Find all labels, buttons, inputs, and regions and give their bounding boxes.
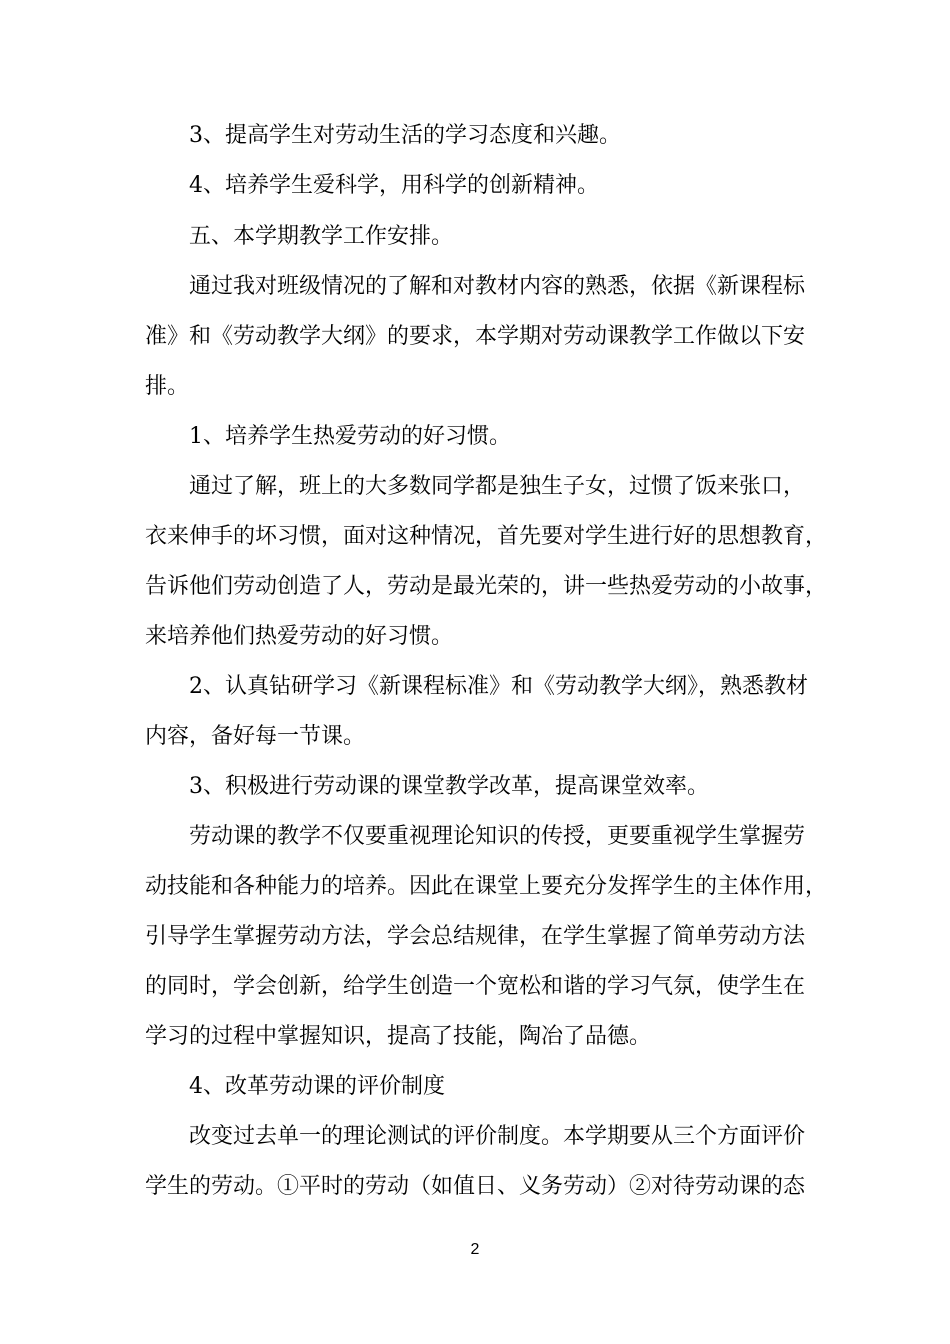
paragraph-line: 2、认真钻研学习《新课程标准》和《劳动教学大纲》，熟悉教材 [189, 674, 808, 699]
section-heading: 五、本学期教学工作安排。 [189, 224, 454, 249]
paragraph-line: 引导学生掌握劳动方法，学会总结规律，在学生掌握了简单劳动方法 [145, 924, 806, 949]
paragraph-line: 准》和《劳动教学大纲》的要求，本学期对劳动课教学工作做以下安 [145, 324, 806, 349]
paragraph-line: 学生的劳动。①平时的劳动（如值日、义务劳动）②对待劳动课的态 [145, 1174, 806, 1199]
paragraph-line: 1、培养学生热爱劳动的好习惯。 [189, 424, 511, 449]
paragraph-line: 动技能和各种能力的培养。因此在课堂上要充分发挥学生的主体作用， [145, 874, 828, 899]
page-number: 2 [470, 1241, 480, 1258]
paragraph-line: 通过我对班级情况的了解和对教材内容的熟悉，依据《新课程标 [189, 274, 806, 299]
paragraph-line: 衣来伸手的坏习惯，面对这种情况，首先要对学生进行好的思想教育， [145, 524, 828, 549]
paragraph-line: 3、提高学生对劳动生活的学习态度和兴趣。 [189, 123, 621, 148]
paragraph-line: 内容，备好每一节课。 [145, 724, 366, 749]
paragraph-line: 4、改革劳动课的评价制度 [189, 1074, 445, 1099]
paragraph-line: 排。 [145, 374, 190, 399]
paragraph-line: 来培养他们热爱劳动的好习惯。 [145, 624, 454, 649]
paragraph-line: 改变过去单一的理论测试的评价制度。本学期要从三个方面评价 [189, 1124, 806, 1149]
paragraph-line: 劳动课的教学不仅要重视理论知识的传授，更要重视学生掌握劳 [189, 824, 806, 849]
paragraph-line: 通过了解，班上的大多数同学都是独生子女，过惯了饭来张口， [189, 474, 806, 499]
paragraph-line: 4、培养学生爱科学，用科学的创新精神。 [189, 173, 599, 198]
paragraph-line: 的同时，学会创新，给学生创造一个宽松和谐的学习气氛，使学生在 [145, 974, 806, 999]
paragraph-line: 3、积极进行劳动课的课堂教学改革，提高课堂效率。 [189, 774, 709, 799]
paragraph-line: 学习的过程中掌握知识，提高了技能，陶冶了品德。 [145, 1024, 652, 1049]
paragraph-line: 告诉他们劳动创造了人，劳动是最光荣的，讲一些热爱劳动的小故事， [145, 574, 828, 599]
